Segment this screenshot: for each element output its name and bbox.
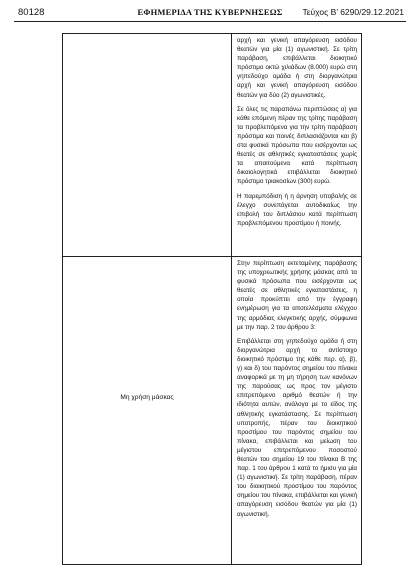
issue-reference: Τεύχος Β’ 6290/29.12.2021 — [302, 7, 404, 17]
page-number: 80128 — [18, 7, 45, 18]
regulation-table — [62, 33, 362, 565]
row2-description-cell — [237, 259, 357, 524]
column-divider — [231, 34, 232, 564]
row1-paragraph: αρχή και γενική απαγόρευση εισόδου θεατών για μία (1) αγωνιστική. Σε τρίτη παράβαση, επιβάλλεται διοικητικό πρόστιμο οκτώ χιλιάδων (8.000) ευρώ στη γηπεδούχο ομάδα ή στη διοργανώτρια αρχή και γενική απαγόρευση εισόδου θεατών για δύο (2) αγωνιστικές. — [237, 37, 357, 99]
page-header — [14, 6, 406, 20]
row1-paragraph: Σε όλες τις παραπάνω περιπτώσεις α) για κάθε επόμενη πέραν της τρίτης παράβαση τα προβλεπόμενα για την τρίτη παράβαση πρόστιμα και ποινές διπλασιάζονται και β) στα φυσικά πρόσωπα που εισέρχονται ως θεατές σε αθλητικές εγκαταστάσεις χωρίς τα απαιτούμενα κατά περίπτωση δικαιολογητικά επιβάλλεται διοικητικό πρόστιμο τριακοσίων (300) ευρώ. — [237, 105, 357, 186]
row2-paragraph: Στην περίπτωση εκτεταμένης παράβασης της υποχρεωτικής χρήσης μάσκας από τα φυσικά πρόσωπα που εισέρχονται ως θεατές σε αθλητικές εγκαταστάσεις, η οποία προκύπτει από την έγγραφη ενημέρωση για τα αποτελέσματα ελέγχου της αρμόδιας ελεγκτικής αρχής, σύμφωνα με την παρ. 2 του άρθρου 3: — [237, 260, 357, 331]
header-rule — [14, 21, 406, 22]
row1-description-cell — [237, 36, 357, 233]
row2-label-cell: Μη χρήση μάσκας — [120, 394, 174, 401]
row2-paragraph: Επιβάλλεται στη γηπεδούχο ομάδα ή στη διοργανώτρια αρχή το αντίστοιχο διοικητικό πρόστιμο της κάθε περ. α), β), γ) και δ) του παρόντος σημείου του πίνακα αναφορικά με τη μη τήρηση των κανόνων της παρούσας ως προς τον μέγιστο επιτρεπόμενο αριθμό θεατών ή την ιδιότητα αυτών, ανάλογα με το είδος της αθλητικής εγκατάστασης. Σε περίπτωση υποτροπής, πέραν του διοικητικού προστίμου του παρόντος σημείου του πίνακα, επιβάλλεται και μείωση του μέγιστου επιτρεπόμενου ποσοστού θεατών του σημείου 19 του πίνακα Β της παρ. 1 του άρθρου 1 κατά το ήμισυ για μία (1) αγωνιστική. Σε τρίτη παράβαση, πέραν του διοικητικού προστίμου του παρόντος σημείου του πίνακα, επιβάλλεται και γενική απαγόρευση εισόδου θεατών για μία (1) αγωνιστική. — [237, 337, 357, 518]
journal-title: ΕΦΗΜΕΡΙΔΑ ΤΗΣ ΚΥΒΕΡΝΗΣΕΩΣ — [137, 7, 283, 17]
row1-paragraph: Η παρεμπόδιση ή η άρνηση υποβολής σε έλεγχο συνεπάγεται αυτοδικαίως την επιβολή του διπλάσιου κατά περίπτωση προβλεπόμενου προστίμου ή ποινής. — [237, 192, 357, 227]
row-divider — [63, 256, 361, 257]
